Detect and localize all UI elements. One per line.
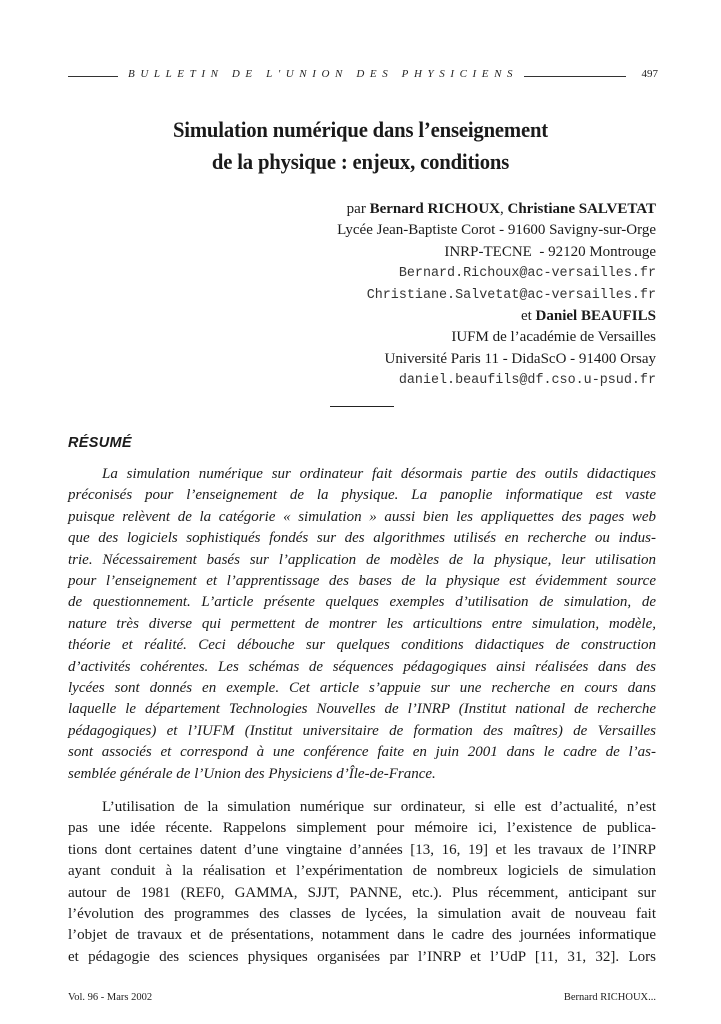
footer-author: Bernard RICHOUX... — [563, 992, 656, 1003]
author-divider — [330, 406, 394, 407]
email-salvetat[interactable]: Christiane.Salvetat@ac-versailles.fr — [366, 287, 656, 303]
abstract-line: d’activités cohérentes. Les schémas de séquences pédagogiques ainsi réalisées dans des — [68, 658, 656, 675]
body-line: pas une idée récente. Rappelons simplement pour mémoire ici, l’existence de publica- — [68, 820, 656, 837]
abstract-line: pour l’enseignement et l’apprentissage des bases de la physique est évidemment source — [68, 573, 656, 590]
abstract-line: lycées sont donnés en exemple. Cet article s’appuie sur une recherche en cours dans — [68, 680, 656, 697]
author-separator: , — [499, 201, 504, 217]
running-header — [68, 68, 658, 86]
body-line: autour de 1981 (REF0, GAMMA, SJJT, PANNE, etc.). Plus récemment, anticipant sur — [68, 884, 656, 901]
page-number: 497 — [641, 68, 658, 80]
abstract-line: La simulation numérique sur ordinateur fait désormais partie des outils didactiques — [102, 466, 656, 482]
abstract-line: de questionnement. L’article présente quelques exemples d’utilisation de simulation, de — [68, 594, 656, 611]
affiliation-lycee: Lycée Jean-Baptiste Corot - 91600 Savigny-sur-Orge — [337, 222, 656, 239]
author-block — [236, 199, 656, 414]
abstract-line: sont associés et correspond à une conférence faite en juin 2001 dans le cadre de l’as- — [68, 744, 656, 761]
by-label: par — [346, 201, 366, 217]
abstract-line: laquelle le département Technologies Nouvelles de l’INRP (Institut national de recherche — [68, 701, 656, 718]
body-line: et pédagogie des sciences physiques organisées par l’INRP et l’UdP [11, 31, 32]. Lors — [68, 948, 656, 965]
article-title — [0, 114, 721, 178]
affiliation-inrp: INRP-TECNE - 92120 Montrouge — [444, 243, 656, 260]
body-line: l’évolution des programmes des classes de lycées, la simulation avait de nouveau fait — [68, 906, 656, 923]
abstract-line: semblée générale de l’Union des Physiciens d’Île-de-France. — [68, 765, 436, 782]
article-title-line-1: Simulation numérique dans l’enseignement — [172, 117, 549, 142]
affiliation-iufm: IUFM de l’académie de Versailles — [451, 329, 656, 346]
affiliation-universite: Université Paris 11 - DidaScO - 91400 Orsay — [384, 350, 656, 367]
body-line: tions dont certaines datent d’une vingtaine d’années [13, 16, 19] et les travaux de l’INRP — [68, 841, 656, 858]
abstract-line: que des logiciels sophistiqués fondés sur des algorithmes utilisés en recherche ou indus- — [68, 530, 656, 547]
abstract-line: trie. Nécessairement basés sur l’application de modèles de la physique, leur utilisation — [68, 551, 656, 568]
abstract-line: puisque relèvent de la catégorie « simulation » aussi bien les appliquettes des pages web — [68, 508, 656, 525]
author-line-1 — [236, 199, 656, 220]
abstract — [68, 464, 656, 785]
abstract-paragraph — [68, 464, 656, 785]
header-rule-left — [68, 76, 118, 77]
body-text — [68, 797, 656, 968]
body-line: L’utilisation de la simulation numérique sur ordinateur, si elle est d’actualité, n’est — [102, 799, 656, 815]
footer-volume: Vol. 96 - Mars 2002 — [68, 992, 153, 1003]
author-beaufils: Daniel BEAUFILS — [535, 308, 656, 325]
and-label: et — [520, 308, 532, 325]
email-richoux[interactable]: Bernard.Richoux@ac-versailles.fr — [398, 266, 656, 282]
abstract-line: préconisés pour l’enseignement de la physique. La panoplie informatique est vaste — [68, 487, 656, 504]
journal-title: BULLETIN DE L'UNION DES PHYSICIENS — [128, 68, 519, 80]
body-line: ayant conduit à la réalisation et l’expérimentation de nombreux logiciels de simulation — [68, 863, 656, 880]
body-line: l’objet de travaux et de présentations, notamment dans le cadre des journées informatique — [68, 927, 656, 944]
author-richoux: Bernard RICHOUX — [369, 201, 500, 217]
running-footer — [68, 992, 656, 1006]
email-beaufils[interactable]: daniel.beaufils@df.cso.u-psud.fr — [398, 373, 656, 389]
article-title-line-2: de la physique : enjeux, conditions — [211, 149, 510, 174]
author-salvetat: Christiane SALVETAT — [507, 201, 656, 217]
author-line-2 — [236, 306, 656, 327]
abstract-heading: RÉSUMÉ — [68, 435, 132, 451]
abstract-line: théorie et réalité. Ceci débouche sur quelques conditions didactiques de construction — [68, 637, 656, 654]
body-paragraph — [68, 797, 656, 968]
header-rule-right — [524, 76, 626, 77]
abstract-line: pédagogiques) et l’IUFM (Institut universitaire de formation des maîtres) de Versailles — [68, 722, 656, 739]
abstract-line: nature très diverse qui permettent de montrer les articultions entre simulation, modèle, — [68, 615, 656, 632]
